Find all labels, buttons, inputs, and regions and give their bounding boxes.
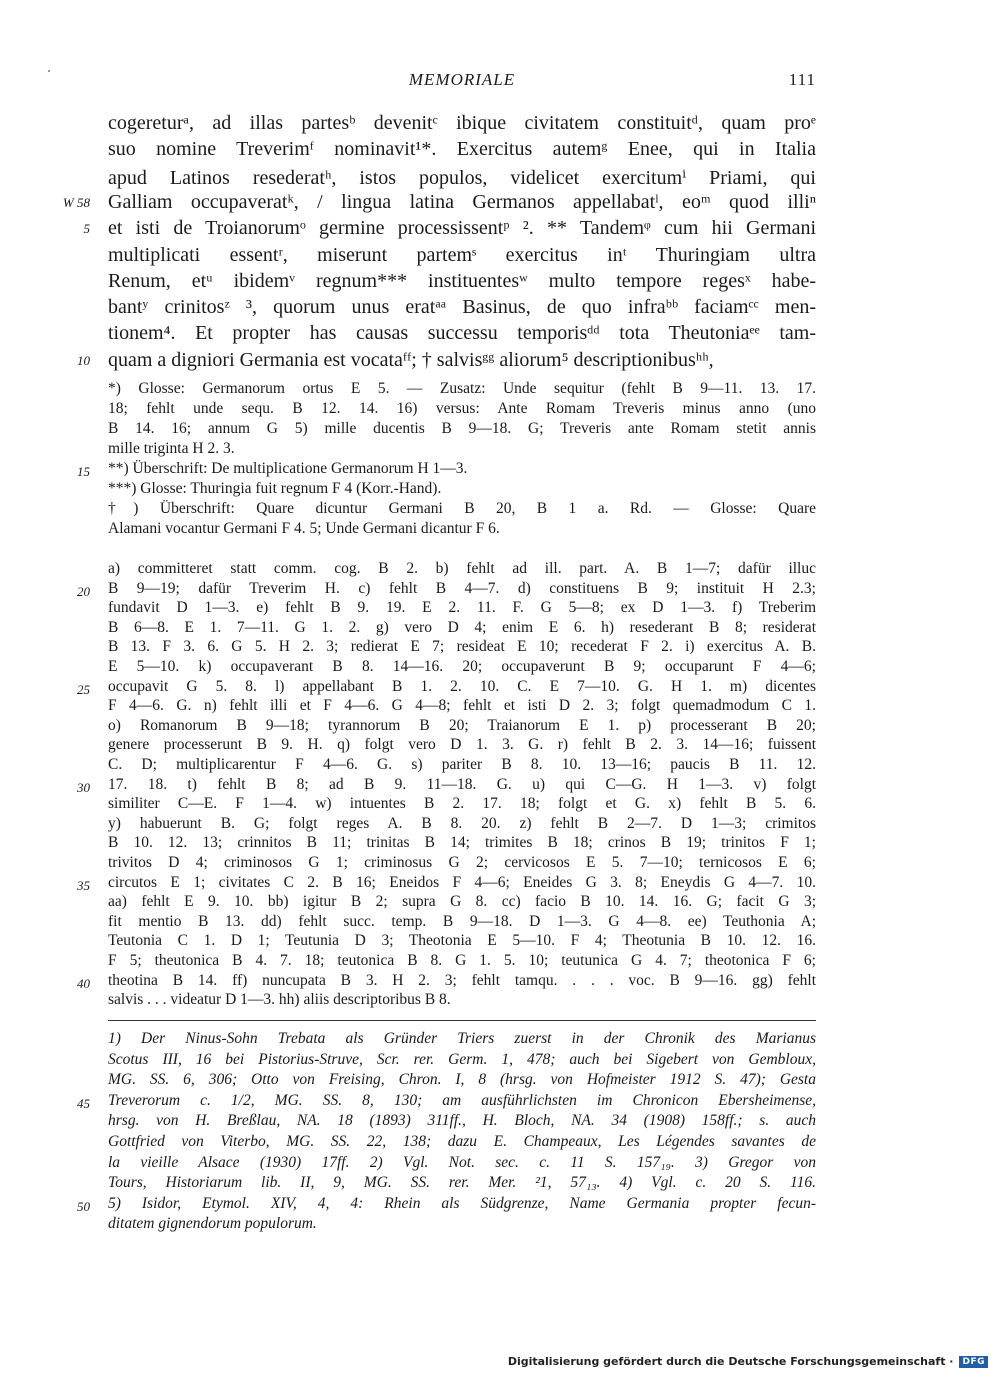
apparatus-line: fundavit D 1—3. e) fehlt B 9. 19. E 2. 11. F. G 5—8; ex D 1—3. f) Treberim: [108, 599, 816, 617]
notes-line: *) Glosse: Germanorum ortus E 5. — Zusatz: Unde sequitur (fehlt B 9—11. 13. 17.: [108, 380, 816, 397]
apparatus-line: y) habuerunt B. G; folgt reges A. B 8. 20. z) fehlt B 2—7. D 1—3; crimitos: [108, 814, 816, 832]
main-line: quam a digniori Germania est vocataᶠᶠ; † salvisᵍᵍ aliorum⁵ descriptionibusʰʰ,: [108, 348, 714, 371]
line-number: 20: [77, 583, 90, 599]
apparatus-line: circutos E 1; civitates C 2. B 16; Eneidos F 4—6; Eneides G 3. 8; Eneydis G 4—7. 10.: [108, 873, 816, 891]
line-number: 25: [77, 681, 90, 697]
notes-line: 18; fehlt unde sequ. B 12. 14. 16) versus: Ante Romam Treveris minus anno (uno: [108, 400, 816, 417]
apparatus-line: B 6—8. E 1. 7—11. G 1. 2. g) vero D 4; enim E 6. h) resederant B 8; residerat: [108, 618, 816, 636]
funding-note: Digitalisierung gefördert durch die Deutsche Forschungsgemeinschaft ·: [507, 1355, 954, 1368]
apparatus-line: similiter C—E. F 1—4. w) intuentes B 2. 17. 18; folgt et G. x) fehlt B 5. 6.: [108, 795, 816, 813]
footnotes-line: MG. SS. 6, 306; Otto von Freising, Chron. I, 8 (hrsg. von Hofmeister 1912 S. 47); Gesta: [108, 1071, 816, 1089]
apparatus-line: C. D; multiplicarentur F 4—6. G. s) pariter B 8. 10. 13—16; paucis B 11. 12.: [108, 756, 816, 773]
line-number: 30: [77, 779, 90, 795]
line-number: 10: [77, 352, 90, 368]
line-number: 15: [77, 464, 90, 479]
main-line: tionem⁴. Et propter has causas successu temporisᵈᵈ tota Theutoniaᵉᵉ tam-: [108, 322, 816, 345]
footnotes-line: 5) Isidor, Etymol. XIV, 4, 4: Rhein als Südgrenze, Name Germania propter fecun-: [108, 1194, 816, 1212]
notes-line: †) Überschrift: Quare dicuntur Germani B 20, B 1 a. Rd. — Glosse: Quare: [108, 500, 816, 517]
apparatus-line: genere processerunt B 9. H. q) folgt vero D 1. 3. G. r) fehlt B 2. 3. 14—16; fuissent: [108, 736, 816, 754]
apparatus-line: B 9—19; dafür Treverim H. c) fehlt B 4—7. d) constituens B 9; instituit H 2.3;: [108, 579, 816, 597]
main-line: multiplicati essentʳ, miserunt partemˢ exercitus inᵗ Thuringiam ultra: [108, 243, 816, 266]
main-line: bantʸ crinitosᶻ ³, quorum unus eratᵃᵃ Basinus, de quo infraᵇᵇ faciamᶜᶜ men-: [108, 296, 816, 319]
funding-credit: [508, 1355, 988, 1368]
notes-line: Alamani vocantur Germani F 4. 5; Unde Germani dicantur F 6.: [108, 520, 500, 537]
line-number: 5: [83, 221, 90, 237]
apparatus-line: salvis . . . videatur D 1—3. hh) aliis descriptoribus B 8.: [108, 991, 451, 1009]
main-line: Renum, etᵘ ibidemᵛ regnum*** instituentesʷ multo tempore regesˣ habe-: [108, 269, 816, 292]
main-line: suo nomine Treverimᶠ nominavit¹*. Exercitus autemᵍ Enee, qui in Italia: [108, 138, 816, 161]
footnotes-line: Tours, Historiarum lib. II, 9, MG. SS. rer. Mer. ²1, 57₁₃. 4) Vgl. c. 20 S. 116.: [108, 1174, 816, 1192]
main-line: et isti de Troianorumᵒ germine processissentᵖ ². ** Tandemᵠ cum hii Germani: [108, 217, 816, 240]
footnotes-line: ditatem gignendorum populorum.: [108, 1215, 317, 1233]
footnotes-line: hrsg. von H. Breßlau, NA. 18 (1893) 311ff., H. Bloch, NA. 34 (1908) 158ff.; s. auch: [108, 1112, 816, 1130]
footnote-divider: [108, 1020, 816, 1021]
apparatus-line: 17. 18. t) fehlt B 8; ad B 9. 11—18. G. u) qui C—G. H 1—3. v) folgt: [108, 775, 816, 793]
apparatus-line: aa) fehlt E 9. 10. bb) igitur B 2; supra G 8. cc) facio B 10. 14. 16. G; facit G 3;: [108, 893, 816, 911]
footnotes-line: la vieille Alsace (1930) 17ff. 2) Vgl. Not. sec. c. 11 S. 157₁₉. 3) Gregor von: [108, 1153, 816, 1171]
line-number: 35: [77, 877, 90, 893]
notes-line: mille triginta H 2. 3.: [108, 440, 235, 457]
main-line: Galliam occupaveratᵏ, / lingua latina Germanos appellabatˡ, eoᵐ quod illiⁿ: [108, 190, 816, 213]
footnotes-line: Scotus III, 16 bei Pistorius-Struve, Scr. rer. Germ. 1, 478; auch bei Sigebert von Gembloux,: [108, 1050, 816, 1068]
main-line: apud Latinos resederatʰ, istos populos, videlicet exercitumⁱ Priami, qui: [108, 166, 816, 189]
line-number: 40: [77, 975, 90, 991]
apparatus-line: fit mentio B 13. dd) fehlt succ. temp. B 9—18. D 1—3. G 4—8. ee) Teuthonia A;: [108, 912, 816, 930]
apparatus-line: o) Romanorum B 9—18; tyrannorum B 20; Traianorum E 1. p) processerant B 20;: [108, 716, 816, 734]
notes-line: B 14. 16; annum G 5) mille ducentis B 9—18. G; Treveris ante Romam stetit annis: [108, 420, 816, 437]
apparatus-line: B 13. F 3. 6. G 5. H 2. 3; redierat E 7; resideat E 10; recederat F 2. i) exercitus A. B.: [108, 638, 816, 656]
apparatus-line: occupavit G 5. 8. l) appellabant B 1. 2. 10. C. E 7—10. G. H 1. m) dicentes: [108, 677, 816, 695]
main-line: cogereturᵃ, ad illas partesᵇ devenitᶜ ibique civitatem constituitᵈ, quam proᵉ: [108, 112, 816, 134]
line-number: W 58: [62, 194, 90, 210]
dfg-logo: DFG: [959, 1356, 988, 1368]
footnotes-line: Treverorum c. 1/2, MG. SS. 8, 130; am ausführlichsten im Chronicon Ebersheimense,: [108, 1091, 816, 1109]
page-number: 111: [788, 70, 816, 89]
line-number: 50: [77, 1198, 90, 1214]
running-title: MEMORIALE: [408, 70, 516, 89]
footnotes-line: 1) Der Ninus-Sohn Trebata als Gründer Triers zuerst in der Chronik des Marianus: [108, 1030, 816, 1047]
apparatus-line: trivitos D 4; criminosos G 1; criminosus G 2; cervicosos E 5. 7—10; ternicosos E 6;: [108, 854, 816, 871]
apparatus-line: E 5—10. k) occupaverant B 8. 14—16. 20; occupaverunt B 9; occuparunt F 4—6;: [108, 658, 816, 675]
footnotes-line: Gottfried von Viterbo, MG. SS. 22, 138; dazu E. Champeaux, Les Légendes savantes de: [108, 1133, 816, 1150]
apparatus-line: a) committeret statt comm. cog. B 2. b) fehlt ad ill. part. A. B 1—7; dafür illuc: [108, 560, 816, 577]
apparatus-line: theotina B 14. ff) nuncupata B 3. H 2. 3; fehlt tamqu. . . . voc. B 9—16. gg) fehlt: [108, 971, 816, 989]
notes-line: **) Überschrift: De multiplicatione Germanorum H 1—3.: [108, 460, 468, 477]
apparatus-line: B 10. 12. 13; crinnitos B 11; trinitas B 14; trimites B 18; crinos B 19; trinitos F 1;: [108, 834, 816, 852]
notes-line: ***) Glosse: Thuringia fuit regnum F 4 (Korr.-Hand).: [108, 480, 442, 497]
apparatus-line: F 5; theutonica B 4. 7. 18; teutonica B 8. G 1. 5. 10; teutunica G 4. 7; theotonica F 6;: [108, 952, 816, 969]
page-mark: [48, 70, 50, 72]
line-number: 45: [77, 1095, 90, 1111]
apparatus-line: Teutonia C 1. D 1; Teutunia D 3; Theotonia E 5—10. F 4; Theotunia B 10. 12. 16.: [108, 932, 816, 950]
apparatus-line: F 4—6. G. n) fehlt illi et F 4—6. G 4—8; fehlt et isti D 2. 3; folgt quemadmodum C 1.: [108, 697, 816, 715]
